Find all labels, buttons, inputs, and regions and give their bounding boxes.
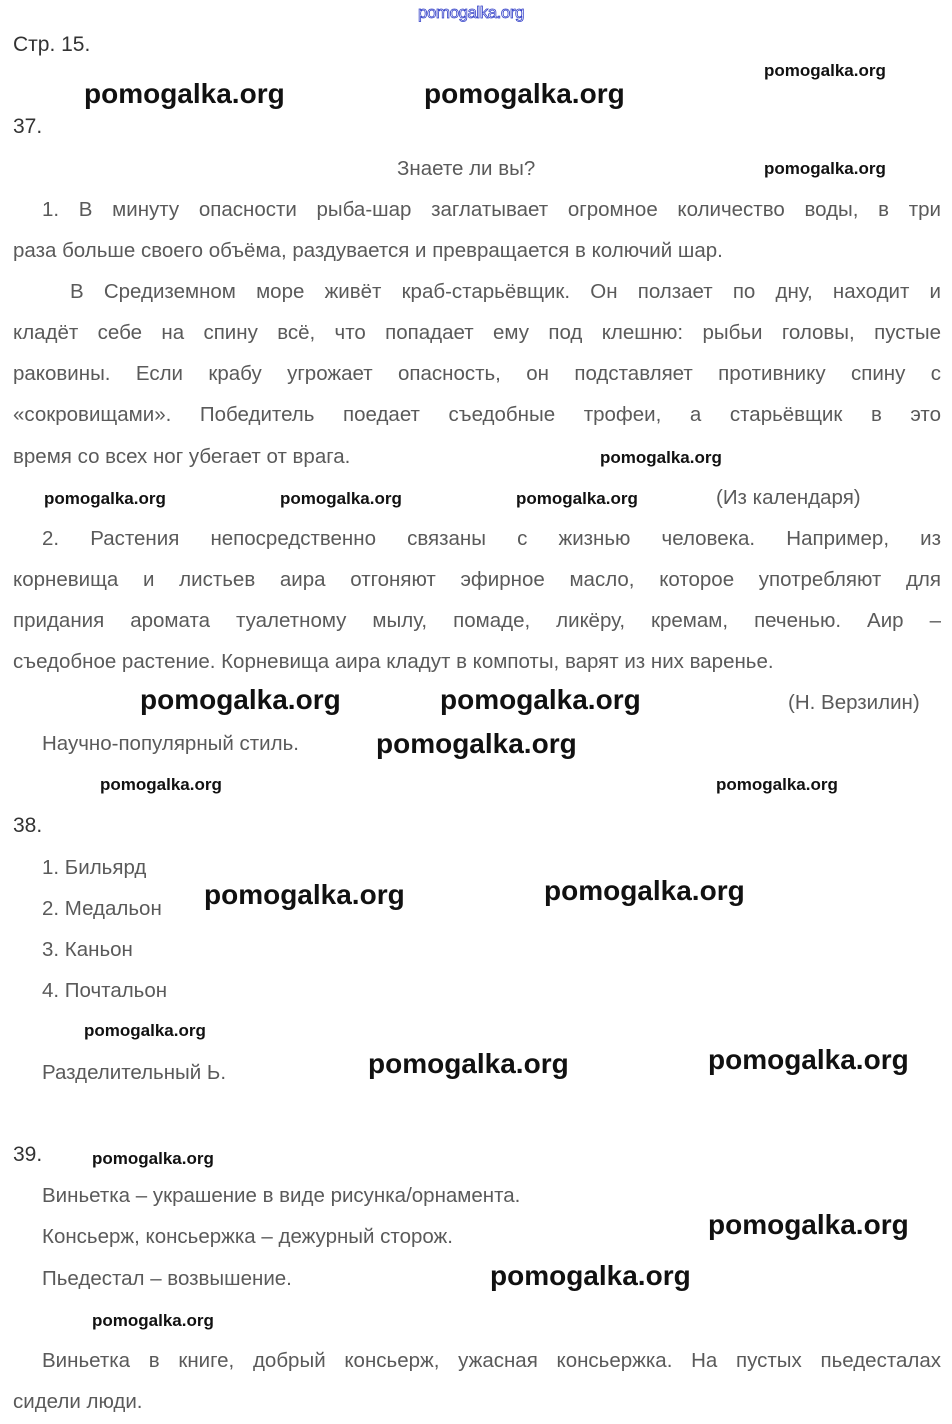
text-title: Знаете ли вы?: [397, 157, 536, 180]
text-source: (Из календаря): [716, 486, 861, 509]
exercise-37-number: 37.: [13, 115, 43, 138]
watermark: pomogalka.org: [100, 775, 222, 794]
watermark: pomogalka.org: [368, 1048, 569, 1079]
watermark: pomogalka.org: [280, 489, 402, 508]
text-line: 2. Растения непосредственно связаны с жизнью человека. Например, из: [42, 527, 941, 550]
watermark: pomogalka.org: [140, 684, 341, 715]
text-line: корневища и листьев аира отгоняют эфирное масло, которое употребляют для: [13, 568, 941, 591]
watermark: pomogalka.org: [204, 879, 405, 910]
watermark: pomogalka.org: [376, 728, 577, 759]
answer: Разделительный Ь.: [42, 1061, 227, 1084]
text-source: (Н. Верзилин): [788, 691, 920, 714]
text-line: съедобное растение. Корневища аира кладут в компоты, варят из них варенье.: [13, 650, 774, 673]
text-line: Консьерж, консьержка – дежурный сторож.: [42, 1225, 453, 1248]
list-item: 2. Медальон: [42, 897, 162, 920]
text-line: раковины. Если крабу угрожает опасность, он подставляет противнику спину с: [13, 362, 941, 385]
text-line: «сокровищами». Победитель поедает съедобные трофеи, а старьёвщик в это: [13, 403, 941, 426]
watermark: pomogalka.org: [516, 489, 638, 508]
list-item: 3. Каньон: [42, 938, 133, 961]
watermark: pomogalka.org: [84, 78, 285, 109]
watermark: pomogalka.org: [716, 775, 838, 794]
watermark: pomogalka.org: [84, 1021, 206, 1040]
watermark: pomogalka.org: [764, 159, 886, 178]
text-line: кладёт себе на спину всё, что попадает ему под клешню: рыбьи головы, пустые: [13, 321, 941, 344]
page-number: Стр. 15.: [13, 33, 91, 56]
exercise-39-number: 39.: [13, 1143, 43, 1166]
watermark: pomogalka.org: [708, 1209, 909, 1240]
watermark: pomogalka.org: [600, 448, 722, 467]
watermark: pomogalka.org: [544, 875, 745, 906]
watermark: pomogalka.org: [490, 1260, 691, 1291]
text-line: Виньетка в книге, добрый консьерж, ужасная консьержка. На пустых пьедесталах: [42, 1349, 941, 1372]
answer: Научно-популярный стиль.: [42, 732, 299, 755]
text-line: сидели люди.: [13, 1390, 143, 1413]
text-line: Виньетка – украшение в виде рисунка/орнамента.: [42, 1184, 521, 1207]
text-line: придания аромата туалетному мылу, помаде, ликёру, кремам, печенью. Аир –: [13, 609, 941, 632]
text-line: раза больше своего объёма, раздувается и превращается в колючий шар.: [13, 239, 723, 262]
site-watermark-top: pomogalka.org: [418, 3, 524, 22]
text-line: Пьедестал – возвышение.: [42, 1267, 292, 1290]
watermark: pomogalka.org: [440, 684, 641, 715]
watermark: pomogalka.org: [708, 1044, 909, 1075]
list-item: 4. Почтальон: [42, 979, 168, 1002]
list-item: 1. Бильярд: [42, 856, 147, 879]
watermark: pomogalka.org: [424, 78, 625, 109]
text-line: В Средиземном море живёт краб-старьёвщик. Он ползает по дну, находит и: [70, 280, 941, 303]
watermark: pomogalka.org: [44, 489, 166, 508]
text-line: время со всех ног убегает от врага.: [13, 445, 351, 468]
exercise-38-number: 38.: [13, 814, 43, 837]
watermark: pomogalka.org: [92, 1149, 214, 1168]
text-line: 1. В минуту опасности рыба-шар заглатывает огромное количество воды, в три: [42, 198, 941, 221]
watermark: pomogalka.org: [92, 1311, 214, 1330]
watermark: pomogalka.org: [764, 61, 886, 80]
